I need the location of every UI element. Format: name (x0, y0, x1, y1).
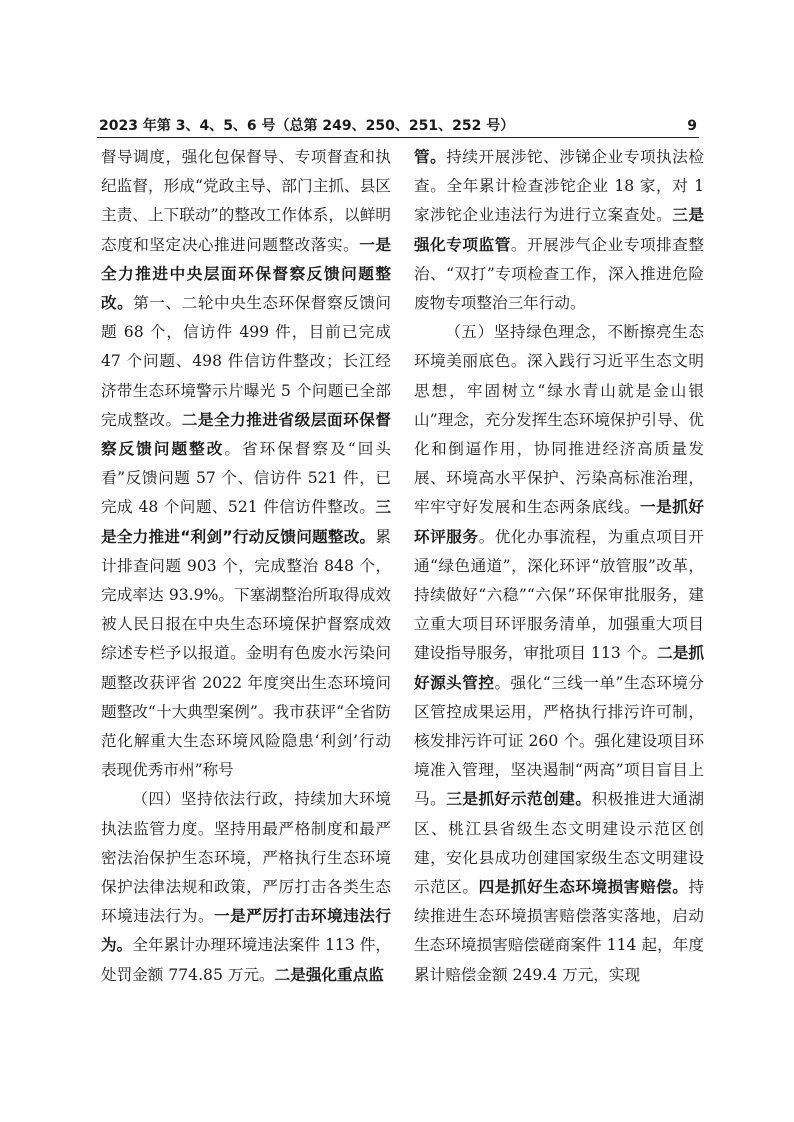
body-text: 第一、二轮中央生态环保督察反馈问题 68 个，信访件 499 件，目前已完成 47 个问题、498 件信访件整改；长江经济带生态环境警示片曝光 5 个问题已全部完成整改。 (101, 294, 391, 429)
paragraph (414, 318, 704, 990)
paragraph (101, 143, 391, 785)
body-text: 坚持用最严格制度和最严密法治保护生态环境，严格执行生态环境保护法律法规和政策，严厉打击各类生态环境违法行为。 (101, 819, 391, 926)
body-text: 。开展涉气企业专项排查整治、“双打”专项检查工作，深入推进危险废物专项整治三年行动。 (414, 235, 704, 313)
section-heading: （五）坚持绿色理念，不断擦亮生态环境美丽底色。 (414, 323, 704, 371)
body-text: 全年累计办理环境违法案件 113 件，处罚金额 774.85 万元。 (101, 936, 391, 984)
bold-lead: 二是抓好源头管控 (414, 644, 704, 692)
body-text: 。省环保督察及“回头看”反馈问题 57 个、信访件 521 件，已完成 48 个问题、521 件信访件整改。 (101, 440, 391, 517)
body-text: 累计排查问题 903 个，完成整治 848 个，完成率达 93.9%。下塞湖整治所取得成效被人民日报在中央生态环境保护督察成效综述专栏予以报道。金明有色废水污染问题整改获评省 2022 年度突出生态环境问题整改“十大典型案例”。我市获评“全省防范化解重大生态环境风险隐患‘利剑’行动表现优秀市州”称号 (101, 527, 391, 780)
body-text: 深入践行习近平生态文明思想，牢固树立“绿水青山就是金山银山”理念，充分发挥生态环境保护引导、优化和倒逼作用，协同推进经济高质量发展、环境高水平保护、污染高标准治理，牢牢守好发展和生态两条底线。 (414, 352, 704, 517)
page-header (99, 117, 697, 137)
body-text: 。优化办事流程，为重点项目开通“绿色通道”，深化环评“放管服”改革，持续做好“六稳”“六保”环保审批服务，建立重大项目环评服务清单，加强重大项目建设指导服务，审批项目 113 个。 (414, 527, 704, 663)
bold-lead: 二是强化重点监 (274, 965, 384, 984)
body-text: 持续开展涉铊、涉锑企业专项执法检查。全年累计检查涉铊企业 18 家，对 1 家涉铊企业违法行为进行立案查处。 (414, 148, 704, 225)
paragraph (101, 785, 391, 989)
journal-issue-title: 2023 年第 3、4、5、6 号（总第 249、250、251、252 号） (99, 118, 515, 134)
left-column (101, 143, 391, 990)
page-number: 9 (687, 118, 697, 134)
right-column (414, 143, 704, 990)
body-text: 督导调度，强化包保督导、专项督查和执纪监督，形成“党政主导、部门主抓、县区主责、上下联动”的整改工作体系，以鲜明态度和坚定决心推进问题整改落实。 (101, 148, 391, 254)
paragraph (414, 143, 704, 318)
bold-lead: 一是全力推进中央层面环保督察反馈问题整改。 (101, 235, 391, 313)
body-text: 持续推进生态环境损害赔偿落实落地，启动生态环境损害赔偿磋商案件 114 起，年度累计赔偿金额 249.4 万元，实现 (414, 878, 704, 984)
bold-lead: 一是严厉打击环境违法行为。 (101, 907, 391, 955)
bold-lead: 二是全力推进省级层面环保督察反馈问题整改 (101, 410, 391, 459)
header-divider (97, 137, 699, 138)
bold-lead: 管。 (414, 148, 447, 166)
bold-lead: 三是全力推进“利剑”行动反馈问题整改。 (101, 498, 391, 546)
body-text: 积极推进大通湖区、桃江县省级生态文明建设示范区创建，安化县成功创建国家级生态文明建设示范区。 (414, 790, 704, 897)
body-text: 。强化“三线一单”生态环境分区管控成果运用，严格执行排污许可制，核发排污许可证 260 个。强化建设项目环境准入管理，坚决遏制“两高”项目盲目上马。 (414, 673, 704, 809)
bold-lead: 四是抓好生态环境损害赔偿。 (478, 878, 689, 897)
section-heading: （四）坚持依法行政，持续加大环境执法监管力度。 (101, 790, 391, 838)
bold-lead: 一是抓好环评服务 (414, 498, 704, 546)
bold-lead: 三是抓好示范创建。 (446, 790, 592, 809)
bold-lead: 三是强化专项监管 (414, 206, 704, 254)
